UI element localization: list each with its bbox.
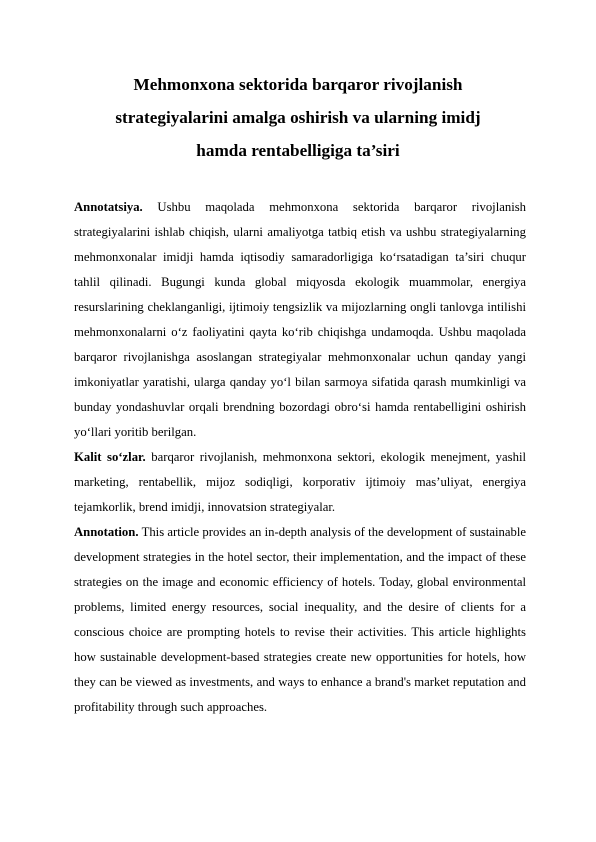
- annotatsiya-heading: Annotatsiya.: [74, 200, 143, 214]
- keywords-paragraph: [74, 445, 526, 520]
- annotatsiya-text: Ushbu maqolada mehmonxona sektorida barqaror rivojlanish strategiyalarini ishlab chiqish, ularni amaliyotga tatbiq etish va ushbu strategiyalarning mehmonxonalar imidji hamda iqtisodiy samaradorligiga ko‘rsatadigan ta’siri chuqur tahlil qilinadi. Bugungi kunda global miqyosda ekologik muammolar, energiya resurslarining cheklanganligi, ijtimoiy tengsizlik va mijozlarning ongli tanlovga intilishi mehmonxonalarni o‘z faoliyatini qayta ko‘rib chiqishga undamoqda. Ushbu maqolada barqaror rivojlanishga asoslangan strategiyalar mehmonxonalar uchun qanday yangi imkoniyatlar yaratishi, ularga qanday yo‘l bilan sarmoya sifatida qarash mumkinligi va bunday yondashuvlar orqali brendning bozordagi obro‘si hamda rentabelligini oshirish yo‘llari yoritib berilgan.: [74, 200, 526, 439]
- annotation-text: This article provides an in-depth analysis of the development of sustainable development strategies in the hotel sector, their implementation, and the impact of these strategies on the image and economic efficiency of hotels. Today, global environmental problems, limited energy resources, social inequality, and the desire of clients for a conscious choice are prompting hotels to revise their activities. This article highlights how sustainable development-based strategies create new opportunities for hotels, how they can be viewed as investments, and ways to enhance a brand's market reputation and profitability through such approaches.: [74, 525, 526, 714]
- paper-title: [60, 68, 536, 167]
- title-line-2: strategiyalarini amalga oshirish va ularning imidj: [115, 108, 481, 127]
- keywords-text: barqaror rivojlanish, mehmonxona sektori, ekologik menejment, yashil marketing, rentabellik, mijoz sodiqligi, korporativ ijtimoiy mas’uliyat, energiya tejamkorlik, brend imidji, innovatsion strategiyalar.: [74, 450, 526, 514]
- annotation-heading: Annotation.: [74, 525, 139, 539]
- annotation-paragraph: [74, 520, 526, 720]
- annotatsiya-paragraph: [74, 195, 526, 445]
- title-line-3: hamda rentabelligiga ta’siri: [196, 141, 400, 160]
- title-line-1: Mehmonxona sektorida barqaror rivojlanish: [133, 75, 463, 94]
- keywords-heading: Kalit so‘zlar.: [74, 450, 146, 464]
- abstract-section: [74, 195, 526, 720]
